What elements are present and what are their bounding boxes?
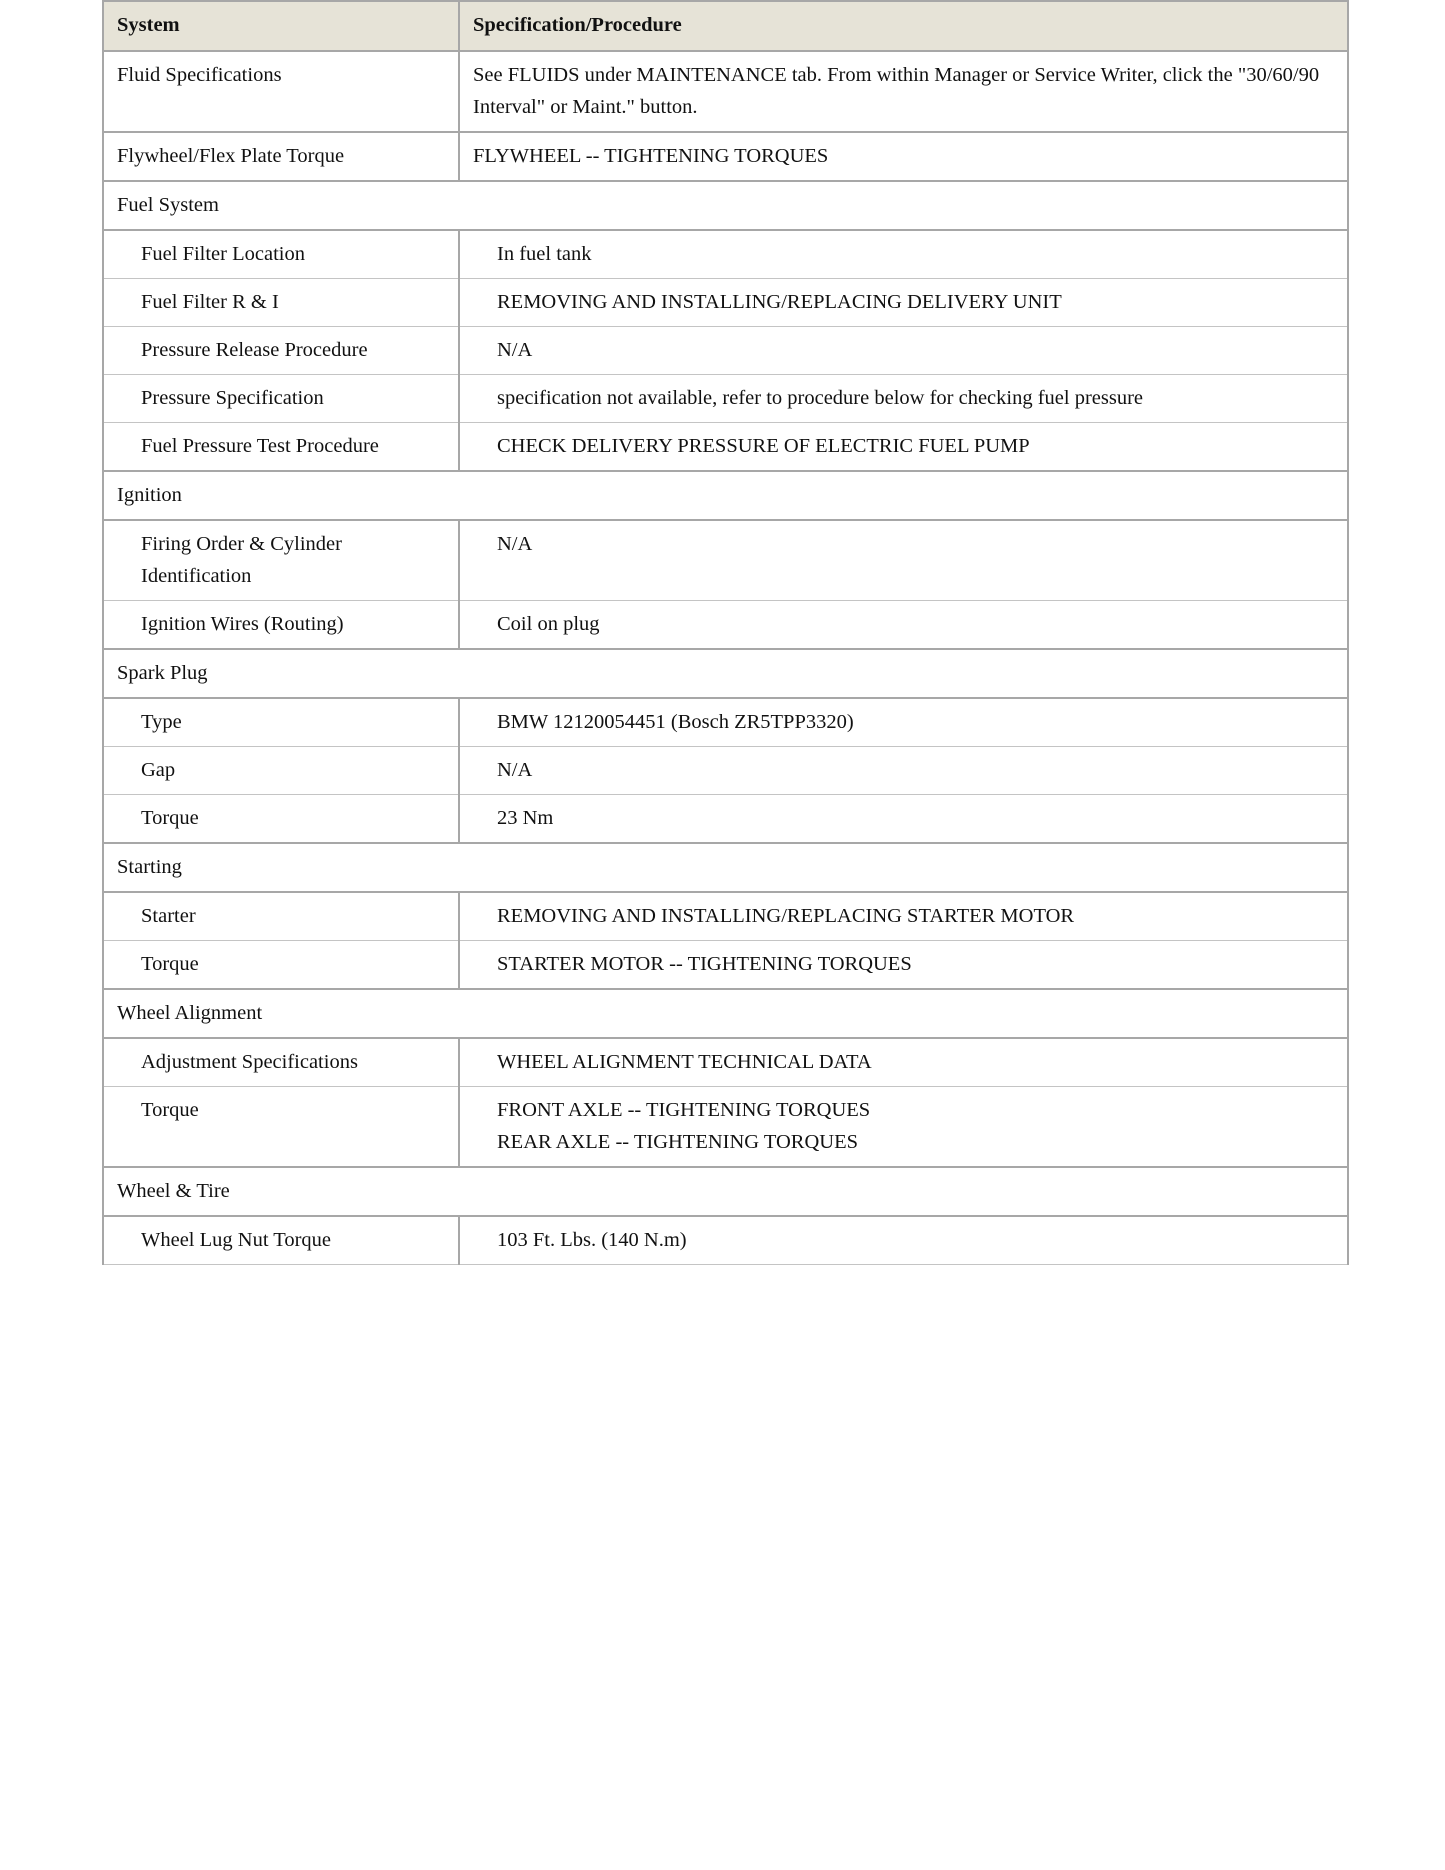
table-row (103, 1087, 1348, 1168)
table-header-row (103, 1, 1348, 51)
system-cell: Starter (103, 892, 459, 941)
system-cell: Fuel Filter R & I (103, 279, 459, 327)
section-row (103, 649, 1348, 698)
spec-line: REAR AXLE -- TIGHTENING TORQUES (497, 1131, 859, 1153)
section-heading: Starting (103, 843, 1348, 892)
system-cell: Pressure Specification (103, 375, 459, 423)
section-heading: Spark Plug (103, 649, 1348, 698)
table-row (103, 1038, 1348, 1087)
section-heading: Ignition (103, 471, 1348, 520)
specification-table (102, 0, 1349, 1265)
table-row (103, 520, 1348, 601)
table-row (103, 230, 1348, 279)
system-cell: Wheel Lug Nut Torque (103, 1216, 459, 1265)
section-heading: Wheel & Tire (103, 1167, 1348, 1216)
system-cell: Gap (103, 747, 459, 795)
section-row (103, 1167, 1348, 1216)
spec-cell (459, 1087, 1348, 1168)
spec-cell: In fuel tank (459, 230, 1348, 279)
spec-cell: N/A (459, 747, 1348, 795)
table-row (103, 1216, 1348, 1265)
system-cell: Torque (103, 795, 459, 844)
table-row (103, 375, 1348, 423)
table-row (103, 698, 1348, 747)
section-heading: Wheel Alignment (103, 989, 1348, 1038)
spec-cell: See FLUIDS under MAINTENANCE tab. From within Manager or Service Writer, click the "30/60/90 Interval" or Maint." button. (459, 51, 1348, 132)
spec-line: FRONT AXLE -- TIGHTENING TORQUES (497, 1099, 871, 1121)
section-row (103, 843, 1348, 892)
spec-cell: Coil on plug (459, 601, 1348, 650)
system-cell: Firing Order & Cylinder Identification (103, 520, 459, 601)
system-cell: Pressure Release Procedure (103, 327, 459, 375)
table-row (103, 279, 1348, 327)
section-row (103, 471, 1348, 520)
spec-cell: WHEEL ALIGNMENT TECHNICAL DATA (459, 1038, 1348, 1087)
system-cell: Torque (103, 941, 459, 990)
table-row (103, 747, 1348, 795)
spec-cell: 103 Ft. Lbs. (140 N.m) (459, 1216, 1348, 1265)
system-cell: Adjustment Specifications (103, 1038, 459, 1087)
system-cell: Fuel Pressure Test Procedure (103, 423, 459, 472)
table-row (103, 795, 1348, 844)
spec-cell: FLYWHEEL -- TIGHTENING TORQUES (459, 132, 1348, 181)
system-cell: Torque (103, 1087, 459, 1168)
spec-cell: BMW 12120054451 (Bosch ZR5TPP3320) (459, 698, 1348, 747)
spec-cell: N/A (459, 327, 1348, 375)
section-row (103, 989, 1348, 1038)
spec-cell: REMOVING AND INSTALLING/REPLACING DELIVERY UNIT (459, 279, 1348, 327)
table-row (103, 892, 1348, 941)
table-row (103, 601, 1348, 650)
spec-cell: STARTER MOTOR -- TIGHTENING TORQUES (459, 941, 1348, 990)
section-heading: Fuel System (103, 181, 1348, 230)
system-cell: Flywheel/Flex Plate Torque (103, 132, 459, 181)
system-cell: Fluid Specifications (103, 51, 459, 132)
table-row (103, 51, 1348, 132)
table-row (103, 327, 1348, 375)
spec-cell: N/A (459, 520, 1348, 601)
table-row (103, 423, 1348, 472)
spec-cell: specification not available, refer to procedure below for checking fuel pressure (459, 375, 1348, 423)
spec-cell: REMOVING AND INSTALLING/REPLACING STARTER MOTOR (459, 892, 1348, 941)
system-cell: Fuel Filter Location (103, 230, 459, 279)
system-cell: Ignition Wires (Routing) (103, 601, 459, 650)
column-header-specification: Specification/Procedure (459, 1, 1348, 51)
section-row (103, 181, 1348, 230)
spec-cell: CHECK DELIVERY PRESSURE OF ELECTRIC FUEL PUMP (459, 423, 1348, 472)
spec-cell: 23 Nm (459, 795, 1348, 844)
table-row (103, 132, 1348, 181)
column-header-system: System (103, 1, 459, 51)
system-cell: Type (103, 698, 459, 747)
table-row (103, 941, 1348, 990)
